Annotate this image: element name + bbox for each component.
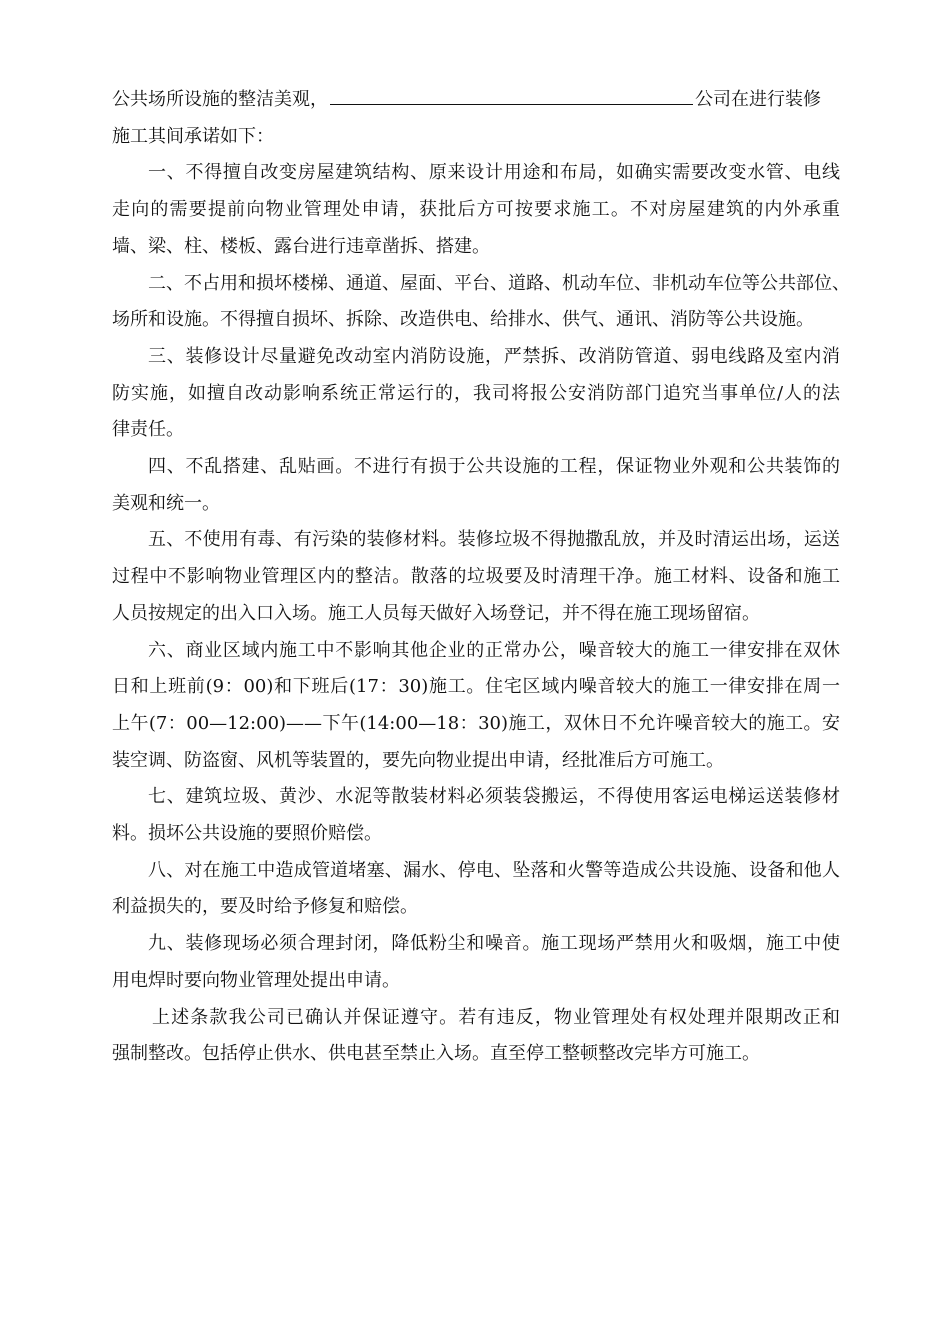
clause-5-line-1: 五、不使用有毒、有污染的装修材料。装修垃圾不得抛撒乱放，并及时清运出场，运送 xyxy=(148,529,840,551)
clause-4-line-2: 美观和统一。 xyxy=(112,492,220,514)
company-name-blank[interactable] xyxy=(330,82,693,105)
clause-7 xyxy=(112,779,840,852)
closing-line-2: 强制整改。包括停止供水、供电甚至禁止入场。直至停工整顿整改完毕方可施工。 xyxy=(112,1043,760,1065)
clause-8 xyxy=(112,853,840,926)
clause-1-line-3: 墙、梁、柱、楼板、露台进行违章凿拆、搭建。 xyxy=(112,235,490,257)
closing-paragraph xyxy=(112,1000,840,1073)
clause-2 xyxy=(112,266,850,339)
clause-1 xyxy=(112,155,840,265)
clause-3 xyxy=(112,339,840,449)
clause-7-line-1: 七、建筑垃圾、黄沙、水泥等散装材料必须装袋搬运，不得使用客运电梯运送装修材 xyxy=(148,786,840,808)
clause-9 xyxy=(112,926,840,999)
clause-6-line-4: 装空调、防盗窗、风机等装置的，要先向物业提出申请，经批准后方可施工。 xyxy=(112,749,724,771)
clause-5 xyxy=(112,522,840,632)
clause-6 xyxy=(112,633,840,780)
clause-6-line-1: 六、商业区域内施工中不影响其他企业的正常办公，噪音较大的施工一律安排在双休 xyxy=(148,639,840,661)
clause-1-line-2: 走向的需要提前向物业管理处申请，获批后方可按要求施工。不对房屋建筑的内外承重 xyxy=(112,199,840,221)
clause-3-line-3: 律责任。 xyxy=(112,419,184,441)
clause-1-line-1: 一、不得擅自改变房屋建筑结构、原来设计用途和布局，如确实需要改变水管、电线 xyxy=(148,162,840,184)
clause-4-line-1: 四、不乱搭建、乱贴画。不进行有损于公共设施的工程，保证物业外观和公共装饰的 xyxy=(148,456,840,478)
clause-6-line-2: 日和上班前(9：00)和下班后(17：30)施工。住宅区域内噪音较大的施工一律安排在周一 xyxy=(112,676,840,698)
intro-line-1 xyxy=(112,82,840,119)
clause-2-line-1: 二、不占用和损坏楼梯、通道、屋面、平台、道路、机动车位、非机动车位等公共部位、 xyxy=(148,272,850,294)
clause-6-line-3: 上午(7：00—12:00)——下午(14:00—18：30)施工，双休日不允许噪音较大的施工。安 xyxy=(112,712,840,734)
clause-8-line-2: 利益损失的，要及时给予修复和赔偿。 xyxy=(112,896,418,918)
clause-5-line-3: 人员按规定的出入口入场。施工人员每天做好入场登记，并不得在施工现场留宿。 xyxy=(112,602,760,624)
intro-line-2: 施工其间承诺如下： xyxy=(112,125,274,147)
clause-3-line-1: 三、装修设计尽量避免改动室内消防设施，严禁拆、改消防管道、弱电线路及室内消 xyxy=(148,345,840,367)
document-page xyxy=(112,82,850,1073)
clause-9-line-2: 用电焊时要向物业管理处提出申请。 xyxy=(112,969,400,991)
clause-7-line-2: 料。损坏公共设施的要照价赔偿。 xyxy=(112,823,382,845)
clause-8-line-1: 八、对在施工中造成管道堵塞、漏水、停电、坠落和火警等造成公共设施、设备和他人 xyxy=(148,859,840,881)
clause-5-line-2: 过程中不影响物业管理区内的整洁。散落的垃圾要及时清理干净。施工材料、设备和施工 xyxy=(112,566,840,588)
clause-3-line-2: 防实施，如擅自改动影响系统正常运行的，我司将报公安消防部门追究当事单位/人的法 xyxy=(112,382,840,404)
intro-before-blank: 公共场所设施的整洁美观， xyxy=(112,89,328,110)
clause-9-line-1: 九、装修现场必须合理封闭，降低粉尘和噪音。施工现场严禁用火和吸烟，施工中使 xyxy=(148,933,840,955)
closing-line-1: 上述条款我公司已确认并保证遵守。若有违反，物业管理处有权处理并限期改正和 xyxy=(152,1006,840,1028)
intro-after-blank: 公司在进行装修 xyxy=(695,89,821,110)
clause-4 xyxy=(112,449,840,522)
clause-2-line-2: 场所和设施。不得擅自损坏、拆除、改造供电、给排水、供气、通讯、消防等公共设施。 xyxy=(112,309,814,331)
